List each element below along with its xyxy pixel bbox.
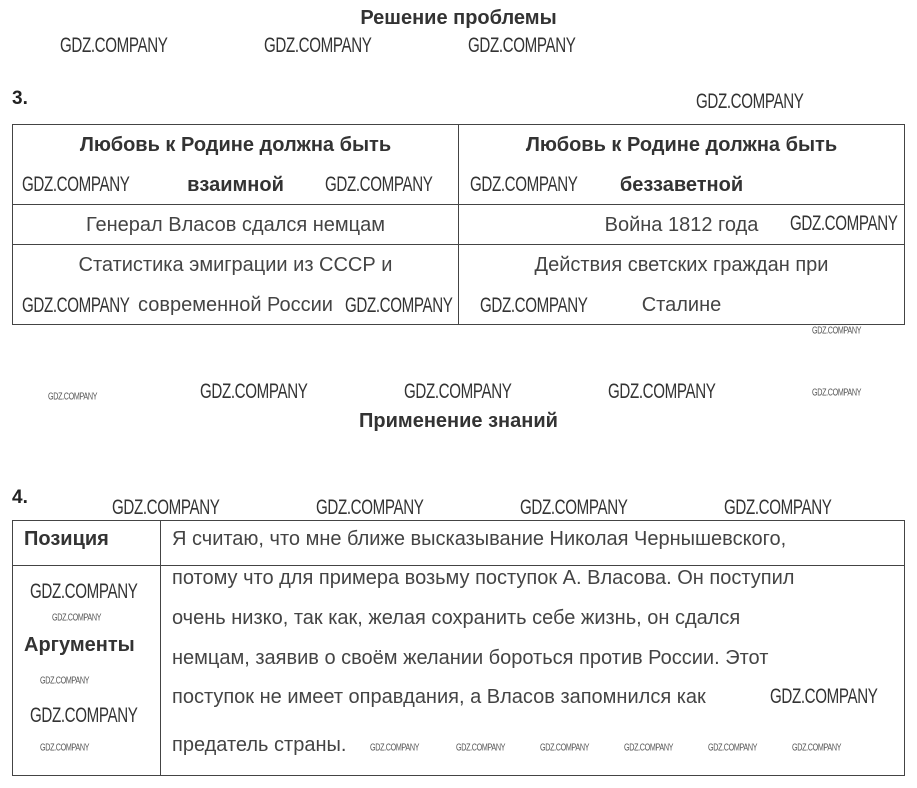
table-border <box>12 520 905 521</box>
header-line: взаимной <box>187 173 284 196</box>
argument-line: предатель страны. <box>172 734 347 756</box>
cell-text: современной России <box>138 293 333 316</box>
table-border <box>160 520 161 776</box>
cell-text: Статистика эмиграции из СССР и <box>78 253 393 276</box>
argument-line: поступок не имеет оправдания, а Власов запомнился как <box>172 686 706 708</box>
table-border <box>904 520 905 776</box>
cell-text: Действия светских граждан при <box>534 253 829 276</box>
watermark: GDZ.COMPANY <box>456 742 506 754</box>
arguments-label: Аргументы <box>24 634 135 656</box>
table-cell <box>13 205 458 244</box>
watermark: GDZ.COMPANY <box>812 325 862 337</box>
watermark: GDZ.COMPANY <box>520 496 628 519</box>
watermark: GDZ.COMPANY <box>264 34 372 57</box>
watermark: GDZ.COMPANY <box>608 380 716 403</box>
watermark: GDZ.COMPANY <box>325 173 433 196</box>
table-border <box>12 520 13 776</box>
watermark: GDZ.COMPANY <box>724 496 832 519</box>
watermark: GDZ.COMPANY <box>40 742 90 754</box>
watermark: GDZ.COMPANY <box>112 496 220 519</box>
watermark: GDZ.COMPANY <box>468 34 576 57</box>
watermark: GDZ.COMPANY <box>792 742 842 754</box>
watermark: GDZ.COMPANY <box>470 173 578 196</box>
table-border <box>12 775 905 776</box>
watermark: GDZ.COMPANY <box>404 380 512 403</box>
watermark: GDZ.COMPANY <box>30 704 138 727</box>
watermark: GDZ.COMPANY <box>316 496 424 519</box>
cell-text: Война 1812 года <box>604 213 759 236</box>
section-title-application: Применение знаний <box>359 410 558 432</box>
table-border <box>904 124 905 325</box>
argument-line: очень низко, так как, желая сохранить себе жизнь, он сдался <box>172 607 741 629</box>
watermark: GDZ.COMPANY <box>790 212 898 235</box>
watermark: GDZ.COMPANY <box>540 742 590 754</box>
argument-line: немцам, заявив о своём желании бороться против России. Этот <box>172 647 769 669</box>
section-title-problem: Решение проблемы <box>360 7 557 29</box>
watermark: GDZ.COMPANY <box>812 387 862 399</box>
watermark: GDZ.COMPANY <box>370 742 420 754</box>
watermark: GDZ.COMPANY <box>200 380 308 403</box>
watermark: GDZ.COMPANY <box>696 90 804 113</box>
watermark: GDZ.COMPANY <box>30 580 138 603</box>
position-text: Я считаю, что мне ближе высказывание Николая Чернышевского, <box>172 528 787 550</box>
watermark: GDZ.COMPANY <box>40 675 90 687</box>
cell-text: Сталине <box>641 293 722 316</box>
task-number-3: 3. <box>12 88 28 109</box>
watermark: GDZ.COMPANY <box>480 294 588 317</box>
cell-text: Генерал Власов сдался немцам <box>85 213 385 236</box>
watermark: GDZ.COMPANY <box>52 612 102 624</box>
argument-line: потому что для примера возьму поступок А. Власова. Он поступил <box>172 567 795 589</box>
watermark: GDZ.COMPANY <box>624 742 674 754</box>
watermark: GDZ.COMPANY <box>22 173 130 196</box>
watermark: GDZ.COMPANY <box>345 294 453 317</box>
watermark: GDZ.COMPANY <box>60 34 168 57</box>
watermark: GDZ.COMPANY <box>708 742 758 754</box>
header-line: беззаветной <box>619 173 744 196</box>
watermark: GDZ.COMPANY <box>770 685 878 708</box>
position-label: Позиция <box>24 528 109 550</box>
task-number-4: 4. <box>12 487 28 508</box>
watermark: GDZ.COMPANY <box>22 294 130 317</box>
header-line: Любовь к Родине должна быть <box>79 133 392 156</box>
watermark: GDZ.COMPANY <box>48 391 98 403</box>
header-line: Любовь к Родине должна быть <box>525 133 838 156</box>
